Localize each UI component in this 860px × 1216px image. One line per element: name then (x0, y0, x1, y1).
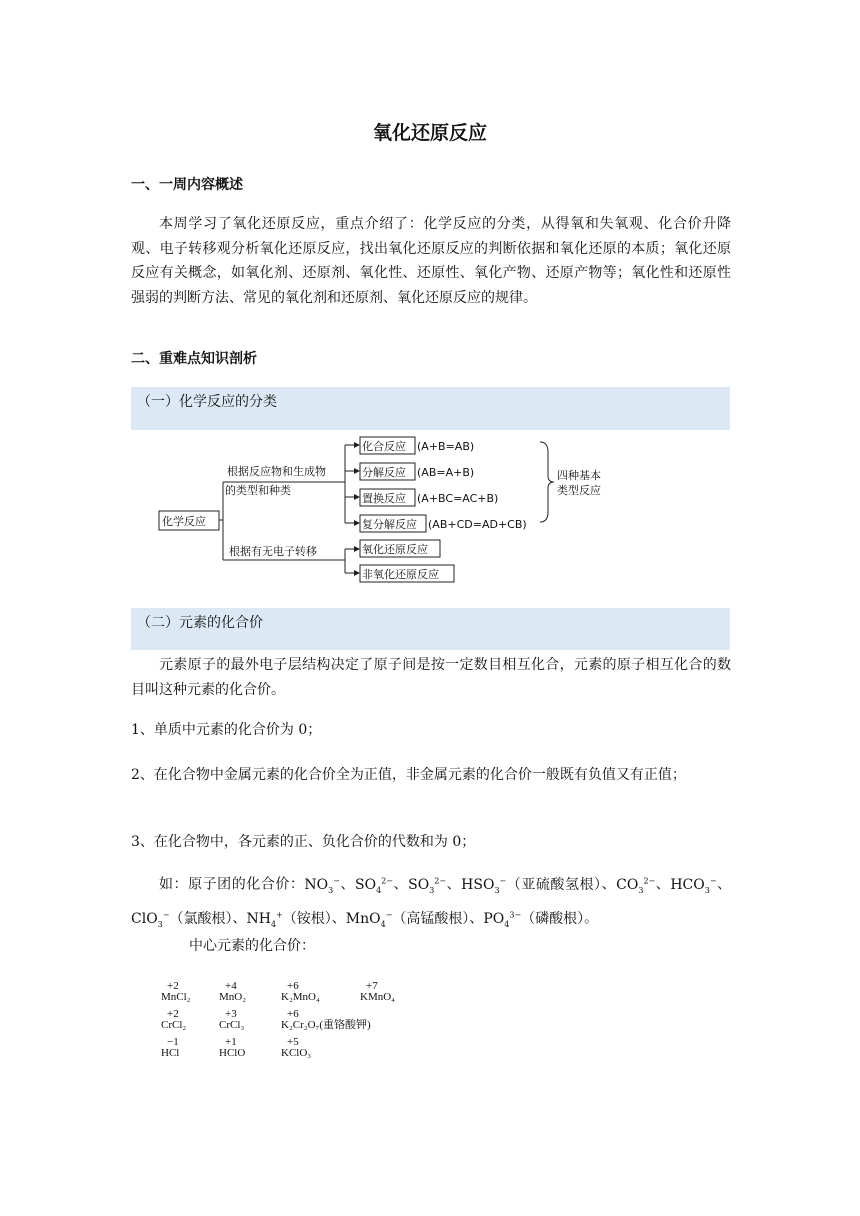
ion-separator: 、 (232, 910, 247, 927)
ion-subscript: 3 (494, 885, 500, 895)
electron-type: 氧化还原反应 (362, 543, 428, 556)
ion-item (483, 911, 584, 927)
chem-formula: MnCl₂ (161, 991, 191, 1003)
ion-charge: 2− (643, 876, 656, 885)
rule-1: 1、单质中元素的化合价为 0； (131, 722, 322, 738)
ion-charge: − (709, 876, 717, 885)
branch1-line2: 的类型和种类 (225, 484, 291, 497)
valence-number: +3 (225, 1008, 237, 1020)
ion-note: （磷酸根） (521, 910, 585, 927)
chem-formula: MnO₂ (219, 991, 247, 1003)
valence-number: +2 (167, 980, 179, 992)
ion-subscript: 4 (376, 885, 382, 895)
ion-item (346, 911, 470, 927)
ion-charge: + (276, 909, 283, 919)
section1-paragraph: 本周学习了氧化还原反应，重点介绍了：化学反应的分类，从得氧和失氧观、化合价升降观、电子转移观分析氧化还原反应，找出氧化还原反应的判断依据和氧化还原的本质；氧化还原反应有关概念，如氧化剂、还原剂、氧化性、还原性、氧化产物、还原产物等；氧化性和还原性强弱的判断方法、常见的氧化剂和还原剂、氧化还原反应的规律。 (131, 216, 731, 306)
chem-formula: KClO₃ (281, 1047, 312, 1059)
ion-subscript: 3 (704, 885, 710, 895)
chem-formula: CrCl₂ (161, 1019, 187, 1031)
group-label-line1: 四种基本 (557, 469, 601, 482)
valence-table (155, 978, 455, 1064)
ion-separator: 、 (716, 876, 732, 893)
ion-subscript: 3 (638, 885, 644, 895)
ion-charge: 3− (509, 909, 522, 919)
ion-subscript: 3 (429, 885, 435, 895)
chem-formula: K₂Cr₂O₇(重铬酸钾) (281, 1019, 371, 1031)
valence-number: +6 (287, 1008, 299, 1020)
ion-note: （氯酸根） (169, 910, 233, 927)
ion-subscript: 4 (380, 919, 386, 929)
ion-charge: 2− (381, 876, 394, 885)
chem-formula: K₂MnO₄ (281, 991, 320, 1003)
ion-base: PO (483, 910, 505, 927)
ion-separator: 、 (469, 910, 484, 927)
section2-heading: 二、重难点知识剖析 (131, 351, 257, 367)
chem-formula: HClO (219, 1047, 246, 1059)
chem-formula: CrCl₃ (219, 1019, 245, 1031)
part1-band (131, 387, 730, 430)
ion-item (304, 877, 340, 893)
ion-base: NH (246, 910, 271, 927)
ion-base: NO (304, 876, 329, 893)
part1-band-label: （一）化学反应的分类 (137, 394, 277, 410)
rule-3: 3、在化合物中，各元素的正、负化合价的代数和为 0； (131, 834, 476, 850)
valence-number: −1 (167, 1036, 179, 1048)
type-formula: (A+B=AB) (417, 440, 475, 453)
ion-base: HCO (670, 876, 705, 893)
part2-band (131, 608, 730, 650)
diagram-root: 化学反应 (162, 515, 206, 528)
chem-formula: HCl (161, 1047, 180, 1059)
ion-separator: 、 (339, 876, 356, 893)
ion-base: HSO (461, 876, 495, 893)
ion-note: （铵根） (282, 910, 332, 927)
ion-item (408, 877, 446, 893)
type-formula: (A+BC=AC+B) (417, 492, 499, 505)
ion-item (670, 877, 716, 893)
part2-band-label: （二）元素的化合价 (137, 615, 263, 631)
ion-separator: 、 (393, 876, 409, 893)
ion-subscript: 4 (504, 919, 510, 929)
type-name: 化合反应 (362, 440, 406, 453)
ion-item (355, 877, 393, 893)
ion-subscript: 3 (328, 885, 334, 895)
branch2-label: 根据有无电子转移 (229, 545, 317, 558)
valence-number: +2 (167, 1008, 179, 1020)
valence-number: +6 (287, 980, 299, 992)
ion-item (246, 911, 331, 927)
valence-number: +4 (225, 980, 237, 992)
ion-base: MnO (345, 910, 381, 927)
ion-charge: − (333, 876, 340, 885)
electron-type: 非氧化还原反应 (362, 568, 439, 581)
ion-note: （高锰酸根） (392, 910, 470, 927)
ion-item (461, 877, 601, 893)
ion-charge: 2− (434, 876, 447, 885)
ion-separator: 、 (655, 876, 671, 893)
ion-item (131, 911, 232, 927)
valence-number: +1 (225, 1036, 237, 1048)
classification-diagram (155, 432, 625, 590)
type-name: 置换反应 (362, 492, 406, 505)
ion-base: SO (408, 876, 430, 893)
ion-separator: 、 (446, 876, 462, 893)
ion-base: ClO (131, 910, 158, 927)
chem-formula: KMnO₄ (360, 991, 396, 1003)
ion-charge: − (385, 909, 393, 919)
valence-number: +7 (366, 980, 378, 992)
ion-charge: − (499, 876, 507, 885)
group-label-line2: 类型反应 (557, 484, 601, 497)
ion-examples (131, 869, 731, 937)
ion-subscript: 3 (157, 919, 163, 929)
ion-prefix: 如：原子团的化合价： (159, 876, 305, 893)
page-title: 氧化还原反应 (372, 122, 487, 144)
section1-heading: 一、一周内容概述 (131, 177, 243, 193)
rule-2: 2、在化合物中金属元素的化合价全为正值，非金属元素的化合价一般既有负值又有正值； (131, 767, 686, 783)
ion-base: CO (616, 876, 639, 893)
ion-item (616, 877, 655, 893)
ion-base: SO (355, 876, 377, 893)
ion-note: （亚硫酸氢根） (506, 876, 602, 893)
ion-separator: 、 (331, 910, 346, 927)
ion-subscript: 4 (270, 919, 277, 929)
type-formula: (AB+CD=AD+CB) (428, 518, 527, 531)
central-element-label: 中心元素的化合价： (189, 938, 315, 954)
ion-suffix: 。 (584, 910, 599, 927)
type-name: 分解反应 (362, 466, 406, 479)
valence-number: +5 (287, 1036, 299, 1048)
ion-separator: 、 (601, 876, 617, 893)
type-name: 复分解反应 (362, 518, 417, 531)
branch1-line1: 根据反应物和生成物 (227, 465, 326, 478)
valence-intro: 元素原子的最外电子层结构决定了原子间是按一定数目相互化合，元素的原子相互化合的数目叫这种元素的化合价。 (131, 657, 731, 698)
ion-charge: − (162, 909, 170, 919)
type-formula: (AB=A+B) (417, 466, 475, 479)
